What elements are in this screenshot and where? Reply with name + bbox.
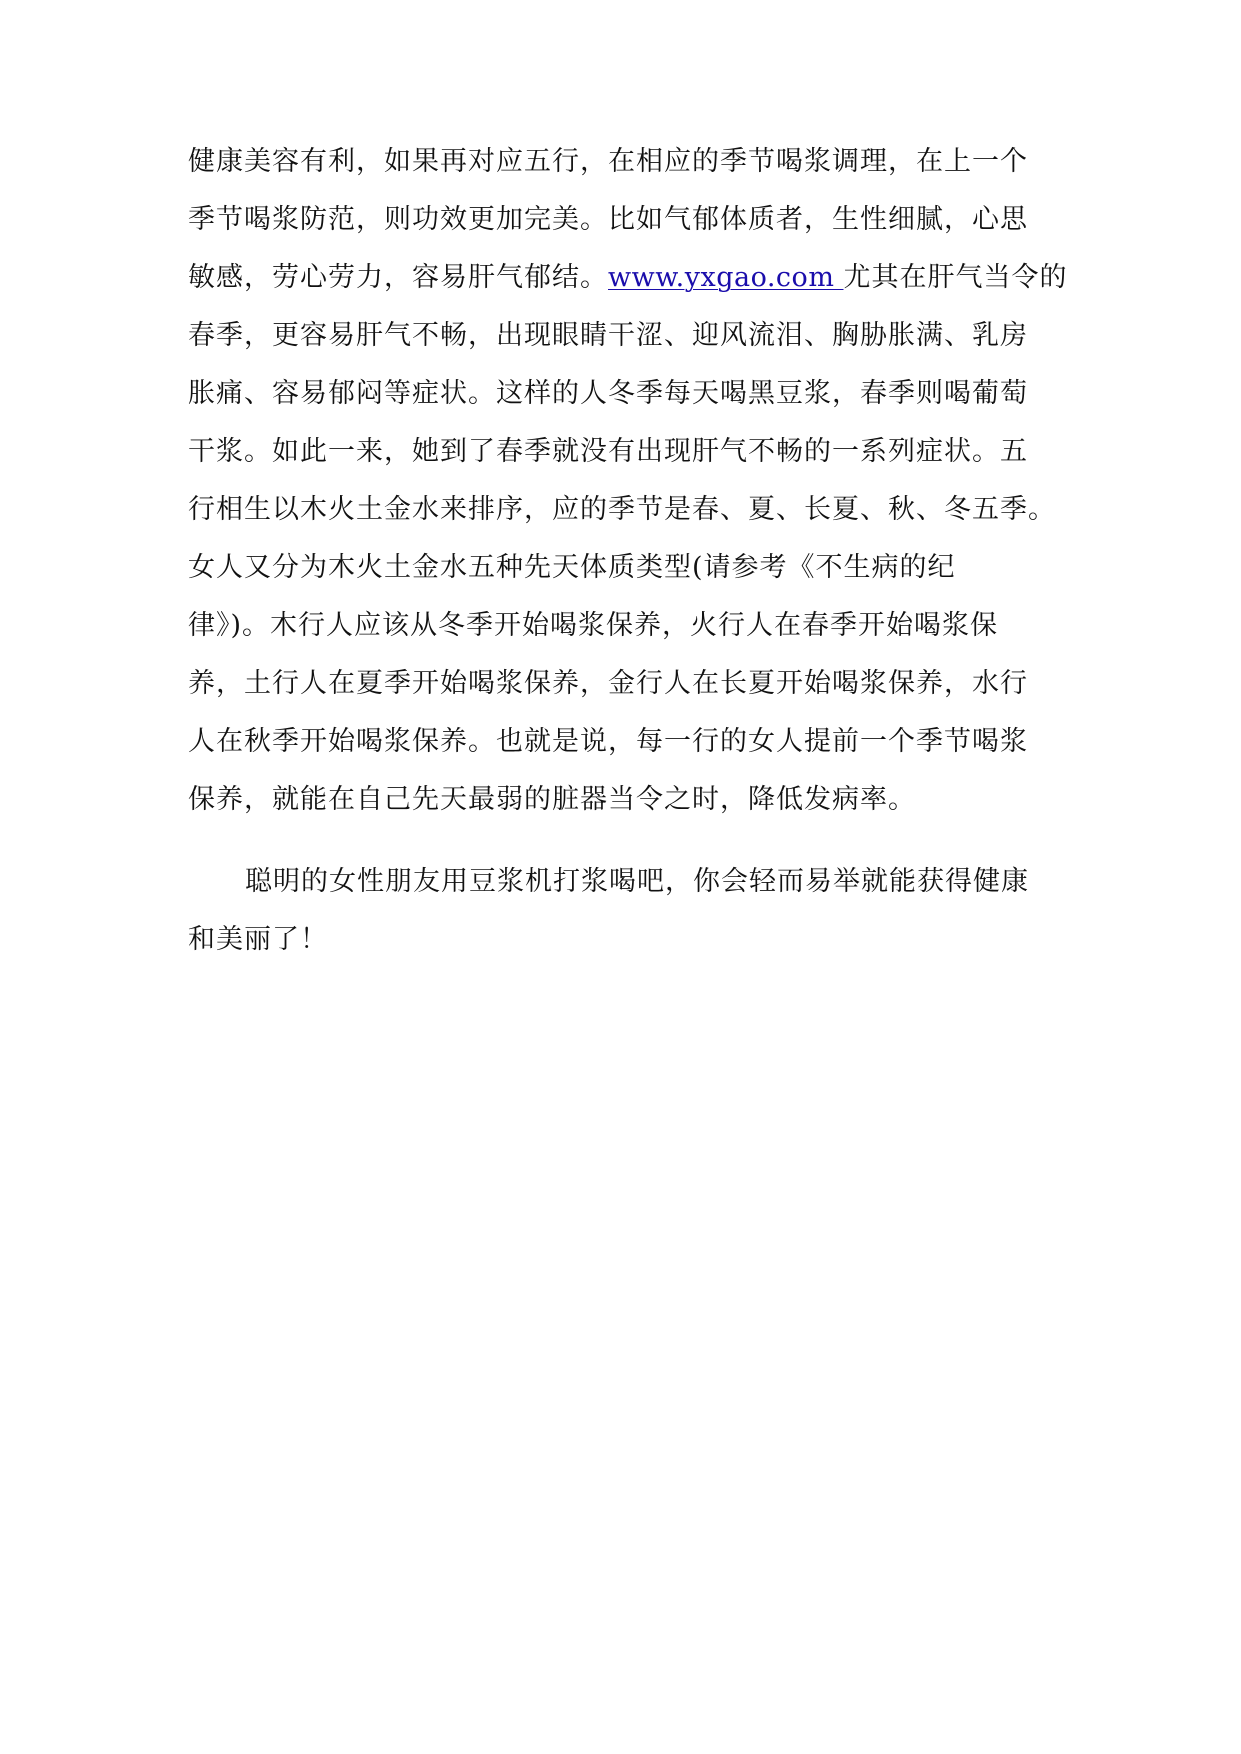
body-text-line: 人在秋季开始喝浆保养。也就是说，每一行的女人提前一个季节喝浆 bbox=[188, 726, 1028, 757]
body-text-line: 胀痛、容易郁闷等症状。这样的人冬季每天喝黑豆浆，春季则喝葡萄 bbox=[188, 378, 1028, 409]
body-text-line: 健康美容有利，如果再对应五行，在相应的季节喝浆调理，在上一个 bbox=[188, 146, 1028, 177]
body-text-line: 和美丽了！ bbox=[188, 924, 328, 955]
body-text-line bbox=[188, 258, 1068, 298]
body-text-line: 女人又分为木火土金水五种先天体质类型(请参考《不生病的纪 bbox=[188, 552, 956, 583]
body-text-segment: 敏感，劳心劳力，容易肝气郁结。 bbox=[188, 262, 608, 293]
body-text-line: 行相生以木火土金水来排序，应的季节是春、夏、长夏、秋、冬五季。 bbox=[188, 494, 1056, 525]
body-text-line: 季节喝浆防范，则功效更加完美。比如气郁体质者，生性细腻，心思 bbox=[188, 204, 1028, 235]
website-link[interactable]: www.yxgao.com bbox=[608, 262, 844, 293]
body-text-line: 聪明的女性朋友用豆浆机打浆喝吧，你会轻而易举就能获得健康 bbox=[245, 866, 1029, 897]
body-text-line: 春季，更容易肝气不畅，出现眼睛干涩、迎风流泪、胸胁胀满、乳房 bbox=[188, 320, 1028, 351]
body-text-line: 律》)。木行人应该从冬季开始喝浆保养，火行人在春季开始喝浆保 bbox=[188, 610, 999, 641]
body-text-line: 养，土行人在夏季开始喝浆保养，金行人在长夏开始喝浆保养，水行 bbox=[188, 668, 1028, 699]
body-text-line: 干浆。如此一来，她到了春季就没有出现肝气不畅的一系列症状。五 bbox=[188, 436, 1028, 467]
body-text-segment: 尤其在肝气当令的 bbox=[843, 262, 1068, 293]
body-text-line: 保养，就能在自己先天最弱的脏器当令之时，降低发病率。 bbox=[188, 784, 916, 815]
